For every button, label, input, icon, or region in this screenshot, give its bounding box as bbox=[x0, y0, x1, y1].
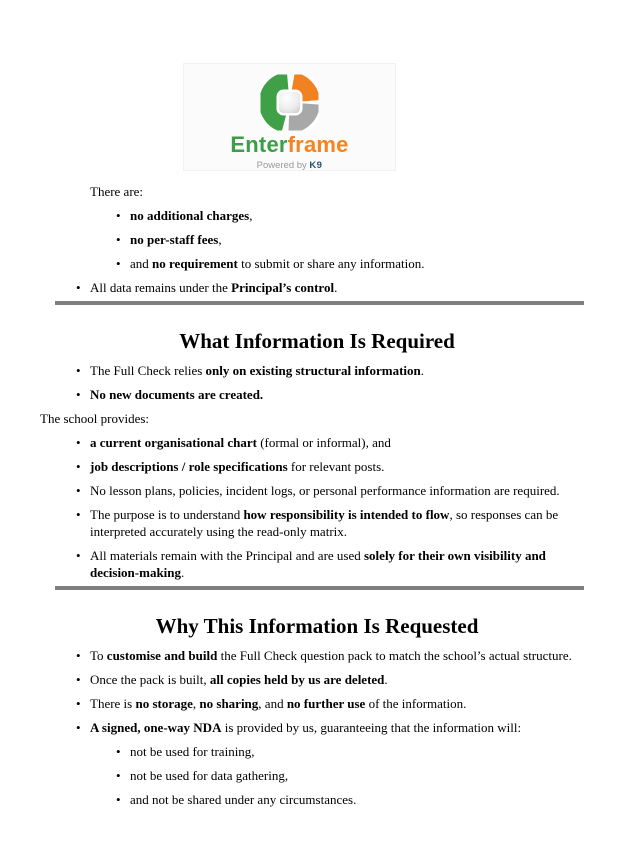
text-run: no sharing bbox=[199, 696, 259, 711]
text-run: the Full Check question pack to match the school’s actual structure. bbox=[217, 648, 572, 663]
text-run: No lesson plans, policies, incident logs, or personal performance information are required. bbox=[90, 483, 560, 498]
text-run: is provided by us, guaranteeing that the information will: bbox=[221, 720, 522, 735]
bullet-item bbox=[130, 255, 592, 272]
text-run: The school provides: bbox=[40, 411, 150, 426]
paragraph bbox=[40, 410, 592, 427]
text-run: not be used for training, bbox=[130, 744, 255, 759]
bullet-item bbox=[90, 386, 596, 403]
bullet-item bbox=[130, 791, 592, 808]
brand-tagline-k9: K9 bbox=[309, 160, 323, 171]
text-run: no storage bbox=[135, 696, 193, 711]
text-run: . bbox=[181, 565, 185, 580]
bullet-item bbox=[90, 434, 596, 451]
bullet-item bbox=[130, 767, 592, 784]
text-run: to submit or share any information. bbox=[237, 256, 425, 271]
text-run: To bbox=[90, 648, 107, 663]
brand-wordmark bbox=[230, 134, 348, 156]
text-run: no further use bbox=[286, 696, 366, 711]
text-run: Once the pack is built, bbox=[90, 672, 210, 687]
section-heading: Why This Information Is Requested bbox=[155, 614, 479, 638]
bullet-item bbox=[90, 719, 596, 736]
paragraph bbox=[90, 183, 592, 200]
brand-wordmark-secondary: frame bbox=[287, 132, 349, 157]
text-run: The purpose is to understand bbox=[90, 507, 244, 522]
text-run: of the information. bbox=[365, 696, 467, 711]
text-run: , and bbox=[258, 696, 287, 711]
brand-wordmark-primary: Enter bbox=[230, 132, 288, 157]
text-run: , so responses can be interpreted accurately using the read-only matrix. bbox=[90, 507, 559, 539]
enterframe-logo-icon bbox=[258, 74, 321, 131]
text-run: , bbox=[249, 208, 253, 223]
text-run: a current organisational chart bbox=[90, 435, 257, 450]
section-divider bbox=[55, 586, 584, 590]
text-run: for relevant posts. bbox=[287, 459, 385, 474]
text-run: , bbox=[192, 696, 200, 711]
text-run: no additional charges bbox=[130, 208, 250, 223]
text-run: A signed, one-way NDA bbox=[90, 720, 222, 735]
brand-tagline-prefix: Powered by bbox=[256, 160, 310, 171]
text-run: all copies held by us are deleted bbox=[209, 672, 385, 687]
text-run: and bbox=[130, 256, 153, 271]
text-run: No new documents are created. bbox=[90, 387, 264, 402]
text-run: . bbox=[334, 280, 338, 295]
bullet-item bbox=[90, 458, 596, 475]
text-run: no per-staff fees bbox=[130, 232, 219, 247]
text-run: . bbox=[420, 363, 425, 378]
section-heading: What Information Is Required bbox=[179, 329, 455, 353]
text-run: . bbox=[384, 672, 388, 687]
text-run: how responsibility is intended to flow bbox=[243, 507, 450, 522]
bullet-item bbox=[90, 506, 596, 540]
text-run: no requirement bbox=[152, 256, 238, 271]
text-run: job descriptions / role specifications bbox=[90, 459, 288, 474]
text-run: solely for their own visibility and decision-making bbox=[90, 548, 546, 580]
text-run: only on existing structural information bbox=[205, 363, 421, 378]
bullet-item bbox=[90, 279, 596, 296]
bullet-item bbox=[90, 482, 596, 499]
bullet-item bbox=[90, 671, 596, 688]
text-run: (formal or informal), and bbox=[256, 435, 391, 450]
document-content bbox=[0, 183, 634, 815]
bullet-item bbox=[130, 207, 592, 224]
text-run: customise and build bbox=[106, 648, 218, 663]
bullet-item bbox=[90, 547, 596, 581]
brand-tagline bbox=[257, 160, 323, 171]
section-divider bbox=[55, 301, 584, 305]
bullet-item bbox=[130, 743, 592, 760]
text-run: not be used for data gathering, bbox=[130, 768, 289, 783]
bullet-item bbox=[90, 362, 596, 379]
text-run: and not be shared under any circumstances. bbox=[130, 792, 357, 807]
text-run: There is bbox=[90, 696, 136, 711]
bullet-item bbox=[90, 647, 596, 664]
enterframe-logo bbox=[183, 63, 396, 171]
text-run: All data remains under the bbox=[90, 280, 232, 295]
bullet-item bbox=[130, 231, 592, 248]
text-run: All materials remain with the Principal and are used bbox=[90, 548, 364, 563]
text-run: The Full Check relies bbox=[90, 363, 206, 378]
text-run: There are: bbox=[90, 184, 144, 199]
bullet-item bbox=[90, 695, 596, 712]
text-run: , bbox=[218, 232, 222, 247]
text-run: Principal’s control bbox=[231, 280, 335, 295]
